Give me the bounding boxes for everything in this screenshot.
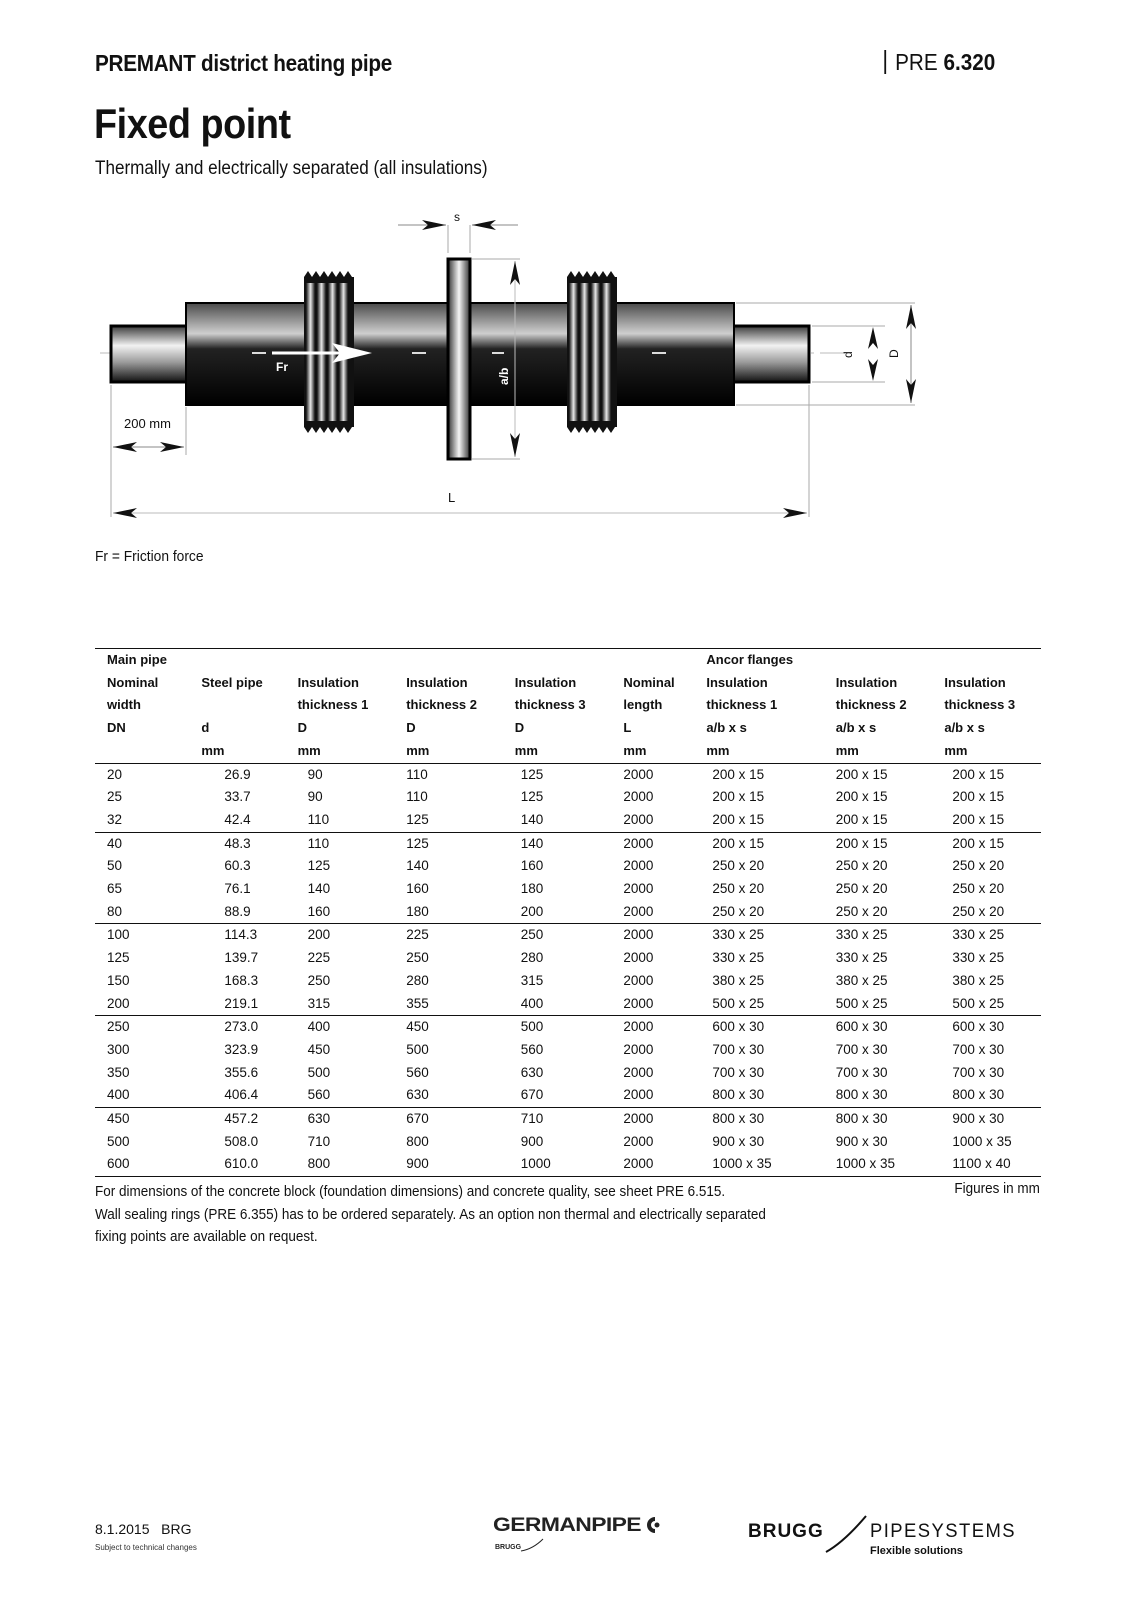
table-cell: 670: [394, 1108, 503, 1131]
table-cell: 700 x 30: [712, 1064, 765, 1080]
table-cell: 1000 x 35: [835, 1156, 896, 1172]
table-row: [95, 1062, 1041, 1085]
table-cell: 508.0: [224, 1133, 259, 1149]
table-body: [95, 763, 1041, 1177]
table-row: [95, 763, 1041, 786]
col-symbol: a/b x s: [944, 720, 985, 736]
table-cell: 200 x 15: [835, 811, 888, 827]
col-unit: mm: [394, 740, 503, 763]
table-cell: 2000: [623, 766, 654, 782]
table-cell: 250 x 20: [712, 858, 765, 874]
table-cell: 380 x 25: [952, 972, 1005, 988]
table-header-line1: [95, 672, 1041, 695]
table-cell: 20: [107, 766, 123, 782]
sheet-number: 6.320: [943, 49, 995, 75]
table-cell: 280: [520, 950, 544, 966]
table-cell: 380 x 25: [712, 972, 765, 988]
group-main-pipe: Main pipe: [107, 652, 167, 667]
table-cell: 125: [394, 832, 503, 855]
table-cell: 139.7: [224, 950, 259, 966]
table-cell: 2000: [623, 972, 654, 988]
germanpipe-logo: [493, 1513, 673, 1557]
table-cell: 160: [406, 881, 429, 897]
table-cell: 355.6: [224, 1064, 259, 1080]
germanpipe-logo-mark: [647, 1517, 655, 1533]
friction-label: Fr: [276, 360, 288, 374]
table-cell: 500 x 25: [835, 995, 888, 1011]
footer-date: 8.1.2015 BRG: [95, 1521, 192, 1537]
col-symbol: DN: [107, 720, 126, 736]
page-title: Fixed point: [94, 100, 291, 147]
table-cell: 500 x 25: [712, 995, 765, 1011]
table-cell: 250 x 20: [712, 903, 765, 919]
table-cell: 350: [107, 1064, 130, 1080]
d-label: d: [841, 351, 855, 358]
col-unit: [95, 740, 189, 763]
table-cell: 200 x 15: [712, 789, 765, 805]
brugg-logo-text: BRUGG: [748, 1521, 824, 1542]
table-cell: 200 x 15: [932, 832, 1041, 855]
table-cell: 315: [307, 995, 331, 1011]
fixed-point-diagram: [100, 205, 940, 535]
table-cell: 2000: [611, 1016, 694, 1039]
table-cell: 250 x 20: [952, 858, 1005, 874]
table-cell: 200: [286, 924, 395, 947]
table-cell: 700 x 30: [712, 1041, 765, 1057]
table-cell: 2000: [623, 1156, 654, 1172]
table-cell: 125: [307, 858, 331, 874]
table-row: [95, 924, 1041, 947]
col-header-line2: width: [107, 697, 141, 713]
steel-pipe-right: [732, 326, 809, 382]
table-cell: 710: [307, 1133, 331, 1149]
col-header-line2: thickness 3: [944, 697, 1016, 713]
table-cell: 900: [520, 1133, 544, 1149]
table-cell: 110: [307, 811, 330, 827]
steel-pipe-left: [111, 326, 188, 382]
table-cell: 26.9: [224, 766, 251, 782]
table-row: [95, 1039, 1041, 1062]
table-cell: 200: [107, 995, 130, 1011]
table-cell: 380 x 25: [835, 972, 888, 988]
table-cell: 2000: [623, 950, 654, 966]
col-symbol: a/b x s: [835, 720, 877, 736]
table-cell: 140: [406, 858, 429, 874]
table-cell: 200: [520, 903, 544, 919]
table-cell: 114.3: [189, 924, 285, 947]
table-header-units: [95, 740, 1041, 763]
table-cell: 600 x 30: [694, 1016, 823, 1039]
table-cell: 315: [520, 972, 544, 988]
table-cell: 140: [307, 881, 331, 897]
brugg-pipesystems-logo: [748, 1512, 1038, 1560]
table-cell: 500: [406, 1041, 429, 1057]
table-cell: 560: [307, 1087, 331, 1103]
table-cell: 560: [520, 1041, 544, 1057]
table-cell: 2000: [611, 832, 694, 855]
table-cell: 330 x 25: [932, 924, 1041, 947]
table-cell: 400: [520, 995, 544, 1011]
table-cell: 225: [307, 950, 331, 966]
table-row: [95, 878, 1041, 901]
table-cell: 630: [406, 1087, 429, 1103]
anchor-flange: [448, 259, 470, 459]
brugg-tagline: Flexible solutions: [870, 1545, 963, 1557]
table-cell: 300: [107, 1041, 130, 1057]
germanpipe-logo-sub: BRUGG: [495, 1544, 522, 1551]
table-cell: 406.4: [224, 1087, 259, 1103]
table-cell: 140: [503, 832, 612, 855]
table-cell: 800: [406, 1133, 429, 1149]
table-header-symbols: [95, 717, 1041, 740]
col-symbol: D: [297, 720, 307, 736]
page-subtitle: Thermally and electrically separated (all insulations): [95, 158, 488, 179]
table-cell: 800 x 30: [952, 1087, 1005, 1103]
table-cell: 200 x 15: [952, 789, 1005, 805]
table-cell: 1000 x 35: [952, 1133, 1012, 1149]
table-cell: 700 x 30: [952, 1064, 1005, 1080]
sealing-ring-right: [567, 271, 617, 433]
table-cell: 200 x 15: [694, 832, 823, 855]
col-header-line2: thickness 3: [514, 697, 586, 713]
col-header-line2: length: [623, 697, 663, 713]
table-row: [95, 1016, 1041, 1039]
table-cell: 76.1: [224, 881, 251, 897]
table-cell: 200 x 15: [952, 766, 1005, 782]
table-cell: 2000: [623, 1087, 654, 1103]
table-cell: 630: [520, 1064, 544, 1080]
table-cell: 125: [107, 950, 130, 966]
table-cell: 900 x 30: [932, 1108, 1041, 1131]
table-cell: 65: [107, 881, 123, 897]
dimensions-table: [95, 648, 1041, 1177]
table-cell: 800: [307, 1156, 331, 1172]
col-unit: mm: [824, 740, 933, 763]
d-arrow-bottom: [868, 359, 878, 381]
table-row: [95, 1084, 1041, 1107]
ab-label: a/b: [497, 367, 511, 385]
table-cell: 168.3: [224, 972, 259, 988]
table-cell: 630: [286, 1108, 395, 1131]
table-cell: 2000: [611, 1108, 694, 1131]
table-cell: 800 x 30: [694, 1108, 823, 1131]
d-arrow-top: [868, 327, 878, 349]
table-cell: 323.9: [224, 1041, 259, 1057]
table-cell: 600 x 30: [932, 1016, 1041, 1039]
table-cell: 250 x 20: [712, 881, 765, 897]
table-cell: 670: [520, 1087, 544, 1103]
col-unit: mm: [503, 740, 612, 763]
table-cell: 140: [520, 811, 544, 827]
col-unit: mm: [189, 740, 285, 763]
friction-note: Fr = Friction force: [95, 548, 204, 565]
col-symbol: D: [406, 720, 416, 736]
brugg-logo-slash: [826, 1516, 866, 1552]
table-cell: 2000: [623, 995, 654, 1011]
table-row: [95, 1108, 1041, 1131]
table-cell: 900 x 30: [835, 1133, 888, 1149]
table-cell: 90: [307, 766, 323, 782]
table-cell: 110: [286, 832, 395, 855]
table-cell: 600: [107, 1156, 130, 1172]
table-cell: 250: [503, 924, 612, 947]
table-cell: 450: [95, 1108, 189, 1131]
table-row: [95, 809, 1041, 832]
table-row: [95, 855, 1041, 878]
col-header-line1: Insulation: [406, 674, 468, 690]
note-line-3: fixing points are available on request.: [95, 1229, 318, 1245]
table-row: [95, 1153, 1041, 1176]
table-cell: 110: [406, 789, 428, 805]
table-cell: 280: [406, 972, 429, 988]
table-cell: 60.3: [224, 858, 251, 874]
table-row: [95, 786, 1041, 809]
table-cell: 42.4: [224, 811, 251, 827]
table-cell: 50: [107, 858, 123, 874]
table-cell: 500: [107, 1133, 130, 1149]
table-cell: 250 x 20: [835, 881, 888, 897]
table-cell: 1100 x 40: [952, 1156, 1011, 1172]
pipesystems-logo-text: PIPESYSTEMS: [870, 1521, 1016, 1542]
table-row: [95, 970, 1041, 993]
table-cell: 400: [107, 1087, 130, 1103]
table-cell: 250 x 20: [952, 881, 1005, 897]
table-cell: 457.2: [189, 1108, 285, 1131]
table-cell: 219.1: [224, 995, 259, 1011]
table-cell: 250 x 20: [952, 903, 1005, 919]
table-cell: 2000: [623, 881, 654, 897]
col-header-line1: Insulation: [297, 674, 359, 690]
col-header-line1: Nominal: [623, 674, 675, 690]
col-header-line2: [189, 694, 285, 717]
table-cell: 330 x 25: [712, 950, 765, 966]
table-cell: 88.9: [224, 903, 251, 919]
table-cell: 200 x 15: [712, 766, 765, 782]
table-cell: 250 x 20: [835, 903, 888, 919]
table-cell: 110: [406, 766, 428, 782]
table-cell: 2000: [623, 858, 654, 874]
table-cell: 200 x 15: [952, 811, 1005, 827]
table-cell: 450: [307, 1041, 331, 1057]
notes-block: [95, 1181, 802, 1249]
group-anchor-flanges: Ancor flanges: [706, 652, 794, 667]
dim-200-label: 200 mm: [124, 416, 171, 431]
col-header-line2: thickness 1: [706, 697, 778, 713]
table-cell: 600 x 30: [824, 1016, 933, 1039]
table-cell: 125: [520, 789, 544, 805]
table-cell: 330 x 25: [952, 950, 1005, 966]
col-header-line2: thickness 1: [297, 697, 369, 713]
table-cell: 200 x 15: [824, 832, 933, 855]
table-cell: 2000: [623, 1041, 654, 1057]
table-cell: 200 x 15: [835, 766, 888, 782]
table-cell: 1000 x 35: [712, 1156, 772, 1172]
footer-disclaimer: Subject to technical changes: [95, 1543, 197, 1552]
table-group-header-row: [95, 649, 1041, 672]
col-unit: mm: [932, 740, 1041, 763]
table-cell: 125: [406, 811, 429, 827]
figures-unit-note: Figures in mm: [954, 1181, 1040, 1197]
table-cell: 450: [394, 1016, 503, 1039]
sheet-prefix: PRE: [894, 49, 938, 75]
table-cell: 2000: [623, 1064, 654, 1080]
table-cell: 25: [107, 789, 123, 805]
col-unit: mm: [694, 740, 823, 763]
table-cell: 800 x 30: [712, 1087, 765, 1103]
table-cell: 250: [95, 1016, 189, 1039]
table-cell: 273.0: [189, 1016, 285, 1039]
table-header-line2: [95, 694, 1041, 717]
sheet-reference: [884, 50, 995, 74]
table-row: [95, 1131, 1041, 1154]
table-cell: 150: [107, 972, 130, 988]
table-cell: 500 x 25: [952, 995, 1005, 1011]
table-cell: 180: [520, 881, 544, 897]
col-header-line1: Nominal: [107, 674, 159, 690]
table-cell: 330 x 25: [824, 924, 933, 947]
table-cell: 2000: [611, 924, 694, 947]
table-cell: 160: [307, 903, 331, 919]
col-header-line1: Insulation: [706, 674, 768, 690]
col-header-line1: Insulation: [835, 674, 898, 690]
col-header-line2: thickness 2: [835, 697, 907, 713]
table-cell: 250 x 20: [835, 858, 888, 874]
table-cell: 700 x 30: [835, 1064, 888, 1080]
table-cell: 400: [286, 1016, 395, 1039]
table-cell: 2000: [623, 789, 654, 805]
table-cell: 700 x 30: [952, 1041, 1005, 1057]
col-unit: mm: [286, 740, 395, 763]
table-cell: 500: [503, 1016, 612, 1039]
col-unit: mm: [611, 740, 694, 763]
table-cell: 700 x 30: [835, 1041, 888, 1057]
table-cell: 80: [107, 903, 123, 919]
table-cell: 200 x 15: [835, 789, 888, 805]
table-cell: 330 x 25: [694, 924, 823, 947]
table-row: [95, 832, 1041, 855]
L-label: L: [448, 490, 456, 505]
table-cell: 90: [307, 789, 323, 805]
table-cell: 1000: [520, 1156, 551, 1172]
table-cell: 250: [406, 950, 429, 966]
table-cell: 125: [520, 766, 544, 782]
col-symbol: d: [201, 720, 210, 736]
table-cell: 900 x 30: [712, 1133, 765, 1149]
table-cell: 500: [307, 1064, 331, 1080]
table-cell: 900: [406, 1156, 429, 1172]
table-cell: 2000: [623, 1133, 654, 1149]
table-cell: 225: [394, 924, 503, 947]
table-cell: 200 x 15: [712, 811, 765, 827]
table-cell: 100: [95, 924, 189, 947]
germanpipe-logo-text: GERMANPIPE: [493, 1515, 641, 1536]
s-label: s: [454, 210, 460, 224]
col-header-line1: Steel pipe: [201, 674, 263, 690]
table-cell: 33.7: [224, 789, 251, 805]
table-cell: 355: [406, 995, 429, 1011]
table-cell: 250: [307, 972, 331, 988]
table-cell: 710: [503, 1108, 612, 1131]
table-cell: 560: [406, 1064, 429, 1080]
table-cell: 800 x 30: [835, 1087, 888, 1103]
document-header-title: PREMANT district heating pipe: [95, 50, 392, 76]
table-cell: 32: [107, 811, 123, 827]
table-cell: 610.0: [224, 1156, 259, 1172]
col-symbol: D: [514, 720, 525, 736]
table-cell: 40: [95, 832, 189, 855]
table-cell: 330 x 25: [835, 950, 888, 966]
table-cell: 2000: [623, 811, 654, 827]
col-symbol: L: [623, 720, 632, 736]
col-symbol: a/b x s: [706, 720, 747, 736]
table-cell: 160: [520, 858, 544, 874]
table-cell: 800 x 30: [824, 1108, 933, 1131]
col-header-line1: Insulation: [944, 674, 1006, 690]
table-row: [95, 901, 1041, 924]
col-header-line2: thickness 2: [406, 697, 478, 713]
table-row: [95, 947, 1041, 970]
D-label: D: [887, 349, 901, 358]
table-cell: 48.3: [189, 832, 285, 855]
col-header-line1: Insulation: [514, 674, 577, 690]
table-cell: 180: [406, 903, 429, 919]
table-cell: 2000: [623, 903, 654, 919]
note-line-2: Wall sealing rings (PRE 6.355) has to be ordered separately. As an option non thermal and electrically separated: [95, 1206, 766, 1223]
note-line-1: For dimensions of the concrete block (foundation dimensions) and concrete quality, see sheet PRE 6.515.: [95, 1184, 726, 1200]
table-row: [95, 993, 1041, 1016]
